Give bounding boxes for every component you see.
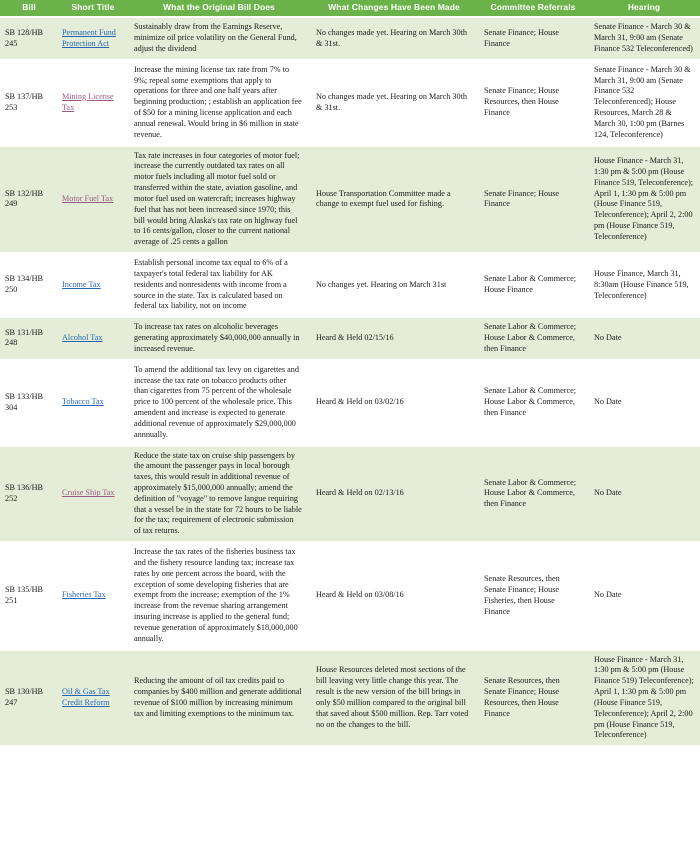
cell-changes-made: House Transportation Committee made a change to exempt fuel used for fishing. bbox=[310, 146, 478, 253]
bill-title-link[interactable]: Alcohol Tax bbox=[62, 333, 103, 343]
cell-committee-referrals: Senate Labor & Commerce; House Labor & Commerce, then Finance bbox=[478, 317, 588, 359]
cell-original-bill-does: To amend the additional tax levy on cigarettes and increase the tax rate on tobacco products other than cigarettes from 75 percent of the wholesale price to 100 percent of the wholesale price. This amendent and increase is expected to generate additional revenue of approximately $29,000,000 annnually. bbox=[128, 360, 310, 446]
cell-original-bill-does: Increase the mining license tax rate from 7% to 9%; repeal some exemptions that apply to operations for three and one half years after beginning production; ; establish an application fee of $50 for a mining license application and each annual renewal. Would bring in $6 million in state revenue. bbox=[128, 60, 310, 146]
cell-original-bill-does: Sustainably draw from the Earnings Reserve, minimize oil price volatility on the General Fund, adjust the dividend bbox=[128, 17, 310, 59]
cell-short-title bbox=[58, 60, 128, 146]
column-header-original-bill: What the Original Bill Does bbox=[128, 0, 310, 17]
cell-hearing: House Finance - March 31, 1:30 pm & 5:00 pm (House Finance 519, Teleconference); April 1, 1:30 pm & 5:00 pm (House Finance 519, Teleconference); April 2, 2:00 pm (House Finance 519, Teleconference) bbox=[588, 146, 700, 253]
table-row bbox=[0, 317, 700, 359]
cell-committee-referrals: Senate Resources, then Senate Finance; House Fisheries, then House Finance bbox=[478, 542, 588, 649]
cell-short-title bbox=[58, 146, 128, 253]
cell-original-bill-does: Increase the tax rates of the fisheries business tax and the fishery resource landing tax; increase tax rates by one percent across the board, with the exception of some developing fisheries that are exempt from the increase; exemption of the 1% increase from the revenue sharing arrangement insuring increase is applied to the general fund; revenue generation of approximately $18,000,000 annually. bbox=[128, 542, 310, 649]
column-header-bill: Bill bbox=[0, 0, 58, 17]
cell-original-bill-does: Reducing the amount of oil tax credits paid to companies by $400 million and generate additional revenue of $100 million by increasing minimum tax and limiting exemptions to the minimum tax. bbox=[128, 650, 310, 747]
cell-committee-referrals: Senate Finance; House Resources, then House Finance bbox=[478, 60, 588, 146]
cell-bill-number: SB 130/HB 247 bbox=[0, 650, 58, 747]
column-header-changes: What Changes Have Been Made bbox=[310, 0, 478, 17]
cell-hearing: House Finance, March 31, 8:30am (House Finance 519, Teleconference) bbox=[588, 253, 700, 317]
cell-bill-number: SB 137/HB 253 bbox=[0, 60, 58, 146]
cell-short-title bbox=[58, 317, 128, 359]
cell-short-title bbox=[58, 446, 128, 543]
cell-changes-made: Heard & Held on 02/13/16 bbox=[310, 446, 478, 543]
table-row bbox=[0, 146, 700, 253]
table-row bbox=[0, 542, 700, 649]
cell-hearing: No Date bbox=[588, 542, 700, 649]
cell-hearing: No Date bbox=[588, 317, 700, 359]
cell-committee-referrals: Senate Labor & Commerce; House Finance bbox=[478, 253, 588, 317]
cell-bill-number: SB 131/HB 248 bbox=[0, 317, 58, 359]
column-header-hearing: Hearing bbox=[588, 0, 700, 17]
cell-committee-referrals: Senate Resources, then Senate Finance; House Resources, then House Finance bbox=[478, 650, 588, 747]
table-header bbox=[0, 0, 700, 17]
cell-committee-referrals: Senate Finance; House Finance bbox=[478, 146, 588, 253]
cell-changes-made: No changes yet. Hearing on March 31st bbox=[310, 253, 478, 317]
cell-short-title bbox=[58, 253, 128, 317]
bill-title-link[interactable]: Mining License Tax bbox=[62, 91, 114, 112]
cell-committee-referrals: Senate Finance; House Finance bbox=[478, 17, 588, 59]
cell-committee-referrals: Senate Labor & Commerce; House Labor & Commerce, then Finance bbox=[478, 446, 588, 543]
column-header-committee-referrals: Committee Referrals bbox=[478, 0, 588, 17]
cell-bill-number: SB 133/HB 304 bbox=[0, 360, 58, 446]
cell-changes-made: Heard & Held 02/15/16 bbox=[310, 317, 478, 359]
bill-title-link[interactable]: Income Tax bbox=[62, 279, 101, 289]
cell-changes-made: Heard & Held on 03/08/16 bbox=[310, 542, 478, 649]
cell-bill-number: SB 128/HB 245 bbox=[0, 17, 58, 59]
cell-hearing: Senate Finance - March 30 & March 31, 9:00 am (Senate Finance 532 Teleconferenced) bbox=[588, 17, 700, 59]
cell-original-bill-does: Tax rate increases in four categories of motor fuel; increase the currently outdated tax rates on all motor fuels including all motor fuel sold or transferred within the state, aviation gasoline, and motor fuel used on watercraft; increases highway fuel that has not been increased since 1970; this bill would bring Alaska's tax rate on highway fuel to 16 cents/gallon, closer to the current national average of .25 cents a gallon bbox=[128, 146, 310, 253]
cell-hearing: House Finance - March 31, 1:30 pm & 5:00 pm (House Finance 519) Teleconference); April 1, 1:30 pm & 5:00 pm (House Finance 519, Teleconference); April 2, 2:00 pm (House Finance 519, Teleconference) bbox=[588, 650, 700, 747]
cell-committee-referrals: Senate Labor & Commerce; House Labor & Commerce, then Finance bbox=[478, 360, 588, 446]
bill-title-link[interactable]: Tobacco Tax bbox=[62, 397, 104, 407]
cell-bill-number: SB 134/HB 250 bbox=[0, 253, 58, 317]
cell-short-title bbox=[58, 542, 128, 649]
cell-changes-made: Heard & Held on 03/02/16 bbox=[310, 360, 478, 446]
cell-hearing: No Date bbox=[588, 446, 700, 543]
table-row bbox=[0, 360, 700, 446]
cell-hearing: No Date bbox=[588, 360, 700, 446]
cell-bill-number: SB 136/HB 252 bbox=[0, 446, 58, 543]
table-body bbox=[0, 17, 700, 746]
cell-hearing: Senate Finance - March 30 & March 31, 9:00 am (Senate Finance 532 Teleconferenced); House Resources, March 28 & March 30, 1:00 pm (Barnes 124, Teleconference) bbox=[588, 60, 700, 146]
cell-short-title bbox=[58, 360, 128, 446]
table-row bbox=[0, 446, 700, 543]
cell-bill-number: SB 135/HB 251 bbox=[0, 542, 58, 649]
cell-changes-made: No changes made yet. Hearing on March 30th & 31st. bbox=[310, 60, 478, 146]
cell-bill-number: SB 132/HB 249 bbox=[0, 146, 58, 253]
bill-title-link[interactable]: Motor Fuel Tax bbox=[62, 193, 114, 203]
bill-title-link[interactable]: Fisheries Tax bbox=[62, 590, 106, 600]
bill-title-link[interactable]: Oil & Gas Tax Credit Reform bbox=[62, 687, 110, 707]
table-row bbox=[0, 60, 700, 146]
bill-title-link[interactable]: Cruise Ship Tax bbox=[62, 488, 115, 498]
header-row bbox=[0, 0, 700, 17]
cell-original-bill-does: To increase tax rates on alcoholic beverages generating approximately $40,000,000 annually in increased revenue. bbox=[128, 317, 310, 359]
cell-changes-made: No changes made yet. Hearing on March 30th & 31st. bbox=[310, 17, 478, 59]
column-header-short-title: Short Title bbox=[58, 0, 128, 17]
table-row bbox=[0, 253, 700, 317]
cell-original-bill-does: Establish personal income tax equal to 6% of a taxpayer's total federal tax liability for AK residents and nonresidents with income from a source in the state. Tax is calculated based on federal tax liability, not on income bbox=[128, 253, 310, 317]
cell-short-title bbox=[58, 650, 128, 747]
cell-original-bill-does: Reduce the state tax on cruise ship passengers by the amount the passenger pays in local borough taxes, this would result in additional revenue of approximately $15,000,000 annually; amend the definition of "voyage" to remove langue requiring that a vessel be in the state for 72 hours to be liable for the tax; requirement of electronic submission of tax returns. bbox=[128, 446, 310, 543]
table-row bbox=[0, 650, 700, 747]
bill-title-link[interactable]: Permanent Fund Protection Act bbox=[62, 27, 116, 48]
table-row bbox=[0, 17, 700, 59]
cell-changes-made: House Resources deleted most sections of the bill leaving very little change this year. The result is the new version of the bill brings in only $50 million compared to the original bill that saved about $500 million. Rep. Tarr voted no on the changes to the bill. bbox=[310, 650, 478, 747]
cell-short-title bbox=[58, 17, 128, 59]
